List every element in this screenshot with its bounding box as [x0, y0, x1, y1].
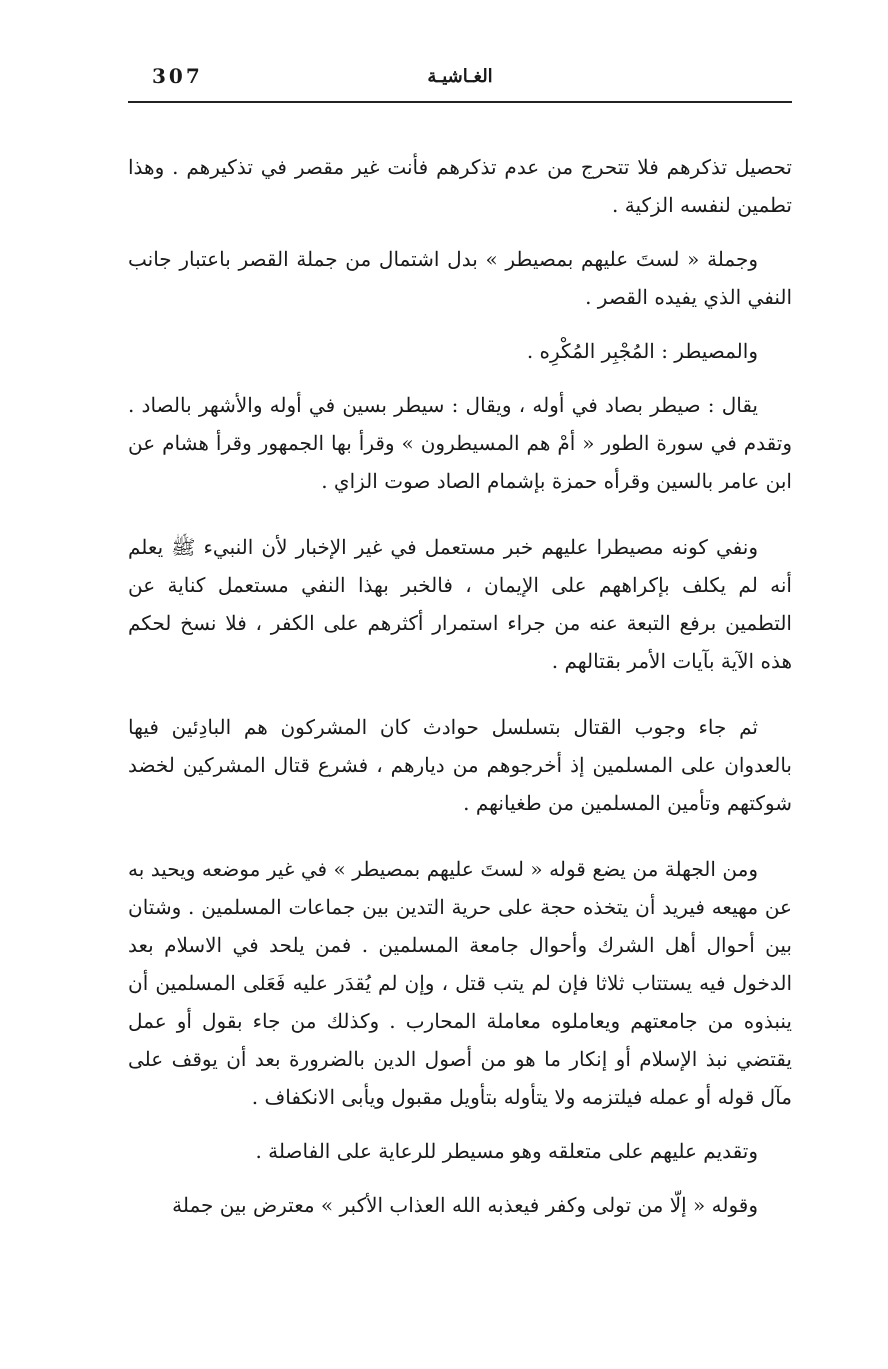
paragraph-4: يقال : صيطر بصاد في أوله ، ويقال : سيطر بسين في أوله والأشهر بالصاد . وتقدم في سورة الطور « أمْ هم المسيطرون » وقرأ بها الجمهور وقرأ هشام عن ابن عامر بالسين وقرأه حمزة بإشمام الصاد صوت الزاي . — [128, 393, 792, 493]
paragraph-6: ثم جاء وجوب القتال بتسلسل حوادث كان المشركون هم البادِئين فيها بالعدوان على المسلمين إذ أخرجوهم من ديارهم ، فشرع قتال المشركين لخضد شوكتهم وتأمين المسلمين من طغيانهم . — [128, 715, 792, 815]
paragraph-3: والمصيطر : المُجْبِر المُكْرِه . — [526, 339, 758, 363]
page-number: 307 — [152, 64, 203, 88]
paragraph-8: وتقديم عليهم على متعلقه وهو مسيطر للرعاية على الفاصلة . — [255, 1139, 758, 1163]
paragraph-2: وجملة « لستَ عليهم بمصيطر » بدل اشتمال من جملة القصر باعتبار جانب النفي الذي يفيده القصر . — [128, 247, 792, 309]
page-header — [128, 64, 792, 102]
paragraph-9: وقوله « إلّا من تولى وكفر فيعذبه الله العذاب الأكبر » معترض بين جملة — [172, 1193, 758, 1217]
body-text — [128, 148, 792, 1240]
paragraph-7: ومن الجهلة من يضع قوله « لستَ عليهم بمصيطر » في غير موضعه ويحيد به عن مهيعه فيريد أن يتخذه حجة على حرية التدين بين جماعات المسلمين . وشتان بين أحوال أهل الشرك وأحوال جامعة المسلمين . فمن يلحد في الاسلام بعد الدخول فيه يستتاب ثلاثا فإن لم يتب قتل ، وإن لم يُقدَر عليه فَعَلى المسلمين أن ينبذوه من جامعتهم ويعاملوه معاملة المحارب . وكذلك من جاء بقول أو عمل يقتضي نبذ الإسلام أو إنكار ما هو من أصول الدين بالضرورة بعد أن يوقف على مآل قوله أو عمله فيلتزمه ولا يتأوله بتأويل مقبول ويأبى الانكفاف . — [128, 857, 792, 1109]
paragraph-5: ونفي كونه مصيطرا عليهم خبر مستعمل في غير الإخبار لأن النبيء ﷺ يعلم أنه لم يكلف بإكراههم على الإيمان ، فالخبر بهذا النفي مستعمل كناية عن التطمين برفع التبعة عنه من جراء استمرار أكثرهم على الكفر ، فلا نسخ لحكم هذه الآية بآيات الأمر بقتالهم . — [128, 535, 792, 673]
running-title: الغـاشيـة — [427, 66, 493, 87]
header-divider — [128, 101, 792, 103]
paragraph-1: تحصيل تذكرهم فلا تتحرج من عدم تذكرهم فأنت غير مقصر في تذكيرهم . وهذا تطمين لنفسه الزكية . — [128, 155, 792, 217]
